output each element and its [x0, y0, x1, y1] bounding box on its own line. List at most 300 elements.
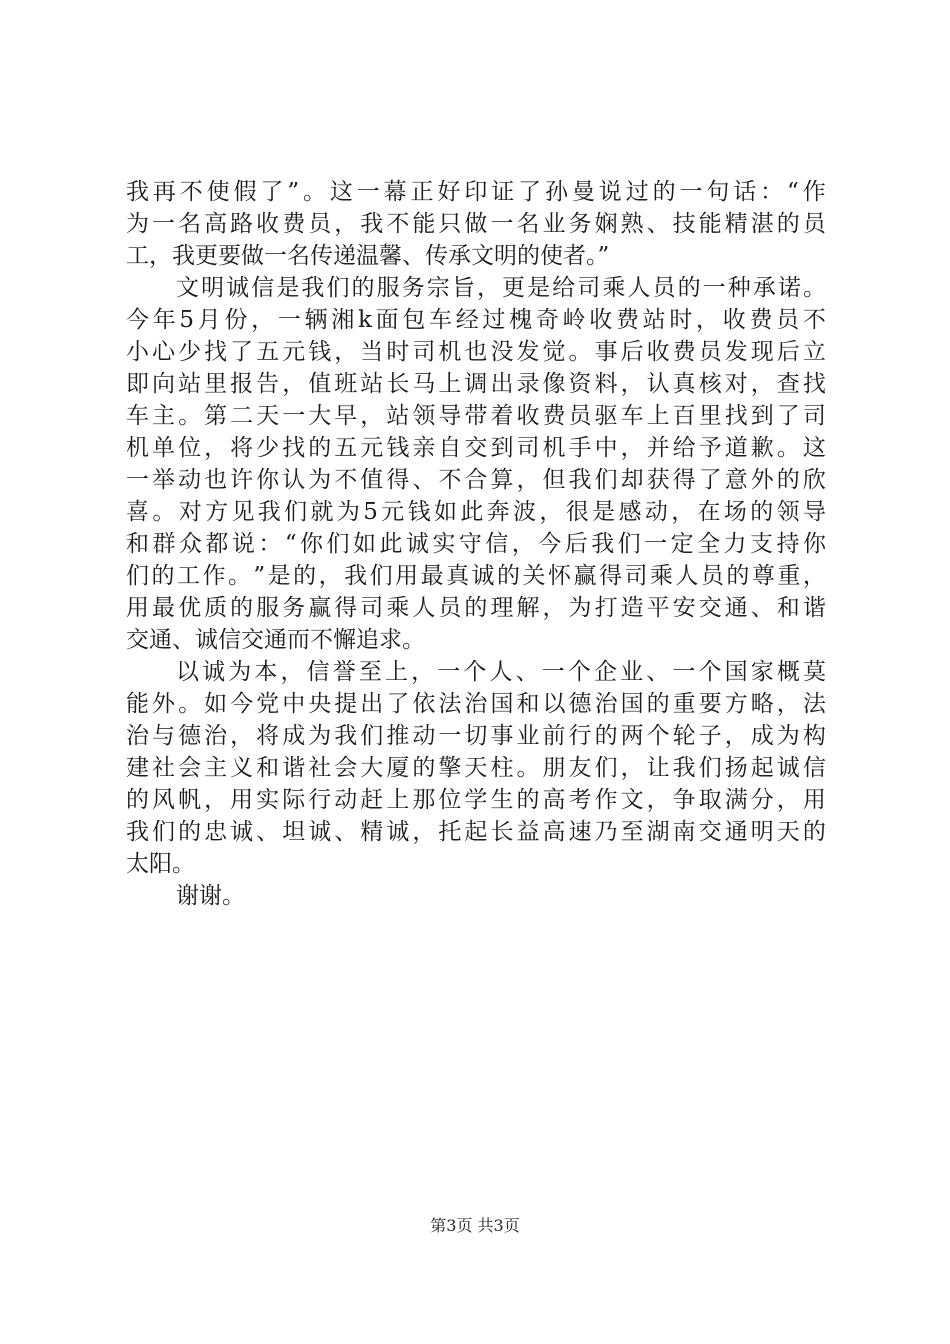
text-char: 经 — [455, 307, 479, 333]
text-char: 欣 — [802, 467, 826, 493]
text-char: 找 — [204, 339, 228, 365]
text-char: 诚 — [776, 755, 800, 781]
text-char: 用 — [230, 787, 254, 813]
text-char: 文 — [176, 275, 199, 301]
text-char: 站 — [386, 403, 410, 429]
text-char: 解 — [516, 595, 540, 621]
text-char: 少 — [178, 339, 202, 365]
text-char: 都 — [205, 531, 229, 557]
text-char: 句 — [706, 179, 730, 205]
text-char: 员 — [438, 595, 462, 621]
text-char: 员 — [698, 339, 722, 365]
text-char: 我 — [360, 211, 384, 237]
text-char: 像 — [542, 371, 566, 397]
text-char: 导 — [438, 403, 462, 429]
text-char: 得 — [598, 563, 622, 589]
text-char: 员 — [776, 307, 800, 333]
text-char: 我 — [301, 275, 325, 301]
text-char: 位 — [178, 435, 202, 461]
text-char: 为 — [776, 723, 800, 749]
text-char: 司 — [412, 339, 436, 365]
text-char: 构 — [802, 723, 826, 749]
text-char: 动 — [644, 499, 668, 525]
text-char: 一 — [672, 659, 696, 685]
text-char: 的 — [802, 819, 826, 845]
text-char: 现 — [750, 339, 774, 365]
text-char: 行 — [568, 723, 592, 749]
text-char: ， — [776, 787, 800, 813]
text-char: 的 — [308, 435, 332, 461]
text-char: 此 — [460, 499, 484, 525]
text-char: 将 — [256, 723, 280, 749]
text-char: 长 — [386, 371, 410, 397]
text-char: 以 — [542, 691, 566, 717]
text-char: 高 — [204, 211, 228, 237]
text-char: 里 — [698, 403, 722, 429]
text-char: 忠 — [204, 819, 228, 845]
text-char: 起 — [750, 755, 774, 781]
text-char: 过 — [625, 179, 649, 205]
text-char: 认 — [646, 371, 670, 397]
text-char: 的 — [677, 275, 701, 301]
text-char: 事 — [594, 339, 618, 365]
text-char: 、 — [646, 659, 670, 685]
text-char: 诚 — [202, 659, 226, 685]
text-char: 们 — [594, 755, 618, 781]
text-char: 让 — [646, 755, 670, 781]
text-char: 和 — [256, 755, 280, 781]
text-char: 钱 — [386, 435, 410, 461]
text-char: 造 — [620, 595, 644, 621]
text-char: 不 — [438, 467, 462, 493]
text-char: 守 — [458, 531, 482, 557]
text-char: 机 — [438, 339, 462, 365]
text-char: 一 — [126, 467, 149, 493]
text-char: 坦 — [282, 819, 306, 845]
text-char: 名 — [178, 211, 202, 237]
text-char: 导 — [802, 499, 826, 525]
text-char: 厦 — [386, 755, 410, 781]
text-char: 出 — [360, 691, 384, 717]
text-char: 益 — [516, 819, 540, 845]
text-char: 谐 — [802, 595, 826, 621]
text-char: 的 — [351, 275, 375, 301]
text-char: 湘 — [331, 307, 355, 333]
text-char: 并 — [646, 435, 670, 461]
text-char: 感 — [618, 499, 642, 525]
text-char: 们 — [594, 467, 618, 493]
text-char: 的 — [646, 691, 670, 717]
text-char: 。 — [776, 435, 800, 461]
text-char: 孙 — [545, 179, 569, 205]
text-char: 再 — [152, 179, 176, 205]
text-char: 了 — [518, 179, 542, 205]
text-char: 柱 — [490, 755, 514, 781]
text-char: ， — [230, 723, 254, 749]
text-char: 莫 — [803, 659, 826, 685]
text-char: 。 — [516, 755, 540, 781]
text-char: 告 — [256, 371, 280, 397]
text-line — [126, 304, 826, 336]
text-char: 但 — [542, 467, 566, 493]
text-char: 一 — [277, 307, 301, 333]
text-char: 那 — [412, 787, 436, 813]
text-char: 高 — [542, 819, 566, 845]
text-char: ， — [511, 531, 535, 557]
text-char: 许 — [230, 467, 254, 493]
text-char: 、 — [412, 467, 436, 493]
text-char: 工 — [176, 563, 200, 589]
text-char: 起 — [464, 819, 488, 845]
text-char: 一 — [438, 723, 462, 749]
text-char: 我 — [591, 531, 615, 557]
text-char: 的 — [293, 563, 317, 589]
text-char: 费 — [749, 307, 773, 333]
text-char: 面 — [375, 307, 399, 333]
text-char: 众 — [178, 531, 202, 557]
text-char: 只 — [438, 211, 462, 237]
text-char: ， — [476, 275, 500, 301]
text-char: 小 — [126, 339, 149, 365]
text-char: 诚 — [386, 819, 410, 845]
text-char: 治 — [464, 691, 488, 717]
text-char: 站 — [360, 371, 384, 397]
text-char: 务 — [568, 211, 592, 237]
text-char: 曼 — [571, 179, 595, 205]
text-char: 全 — [697, 531, 721, 557]
text-char: 第 — [204, 403, 228, 429]
text-char: 你 — [256, 467, 280, 493]
text-line — [126, 560, 826, 592]
text-char: 这 — [329, 179, 353, 205]
text-char: 司 — [624, 563, 648, 589]
text-char: ， — [539, 499, 563, 525]
text-char: 诚 — [471, 563, 495, 589]
text-char: 我 — [568, 467, 592, 493]
text-char: 即 — [126, 371, 149, 397]
text-char: 一 — [152, 211, 176, 237]
text-char: 予 — [698, 435, 722, 461]
text-char: 文 — [620, 787, 644, 813]
text-char: 建 — [126, 755, 149, 781]
text-char: 人 — [412, 595, 436, 621]
text-char: 、 — [750, 595, 774, 621]
text-char: 奇 — [535, 307, 559, 333]
text-char: 们 — [360, 723, 384, 749]
text-char: 主 — [204, 755, 228, 781]
text-char: 托 — [438, 819, 462, 845]
text-char: 业 — [620, 659, 644, 685]
text-char: 能 — [412, 211, 436, 237]
text-line — [126, 368, 826, 400]
text-char: 录 — [516, 371, 540, 397]
text-char: 业 — [542, 211, 566, 237]
text-line — [126, 688, 826, 720]
text-char: 上 — [646, 403, 670, 429]
text-char: 年 — [152, 307, 176, 333]
text-char: 治 — [126, 723, 149, 749]
text-char: 一 — [541, 659, 565, 685]
text-line — [126, 848, 826, 880]
text-char: 了 — [260, 179, 284, 205]
text-char: 前 — [542, 723, 566, 749]
text-char: 的 — [750, 499, 774, 525]
text-char: 和 — [126, 531, 149, 557]
text-char: 精 — [724, 211, 748, 237]
text-char: 过 — [482, 307, 506, 333]
text-char: 时 — [669, 307, 693, 333]
text-char: 调 — [464, 371, 488, 397]
text-char: 方 — [724, 691, 748, 717]
text-char: 理 — [490, 595, 514, 621]
text-char: 料 — [594, 371, 618, 397]
text-char: 风 — [152, 787, 176, 813]
text-char: 也 — [464, 339, 488, 365]
text-char: 到 — [490, 435, 514, 461]
text-char: 、 — [256, 819, 280, 845]
text-char: 钱 — [407, 499, 431, 525]
text-char: 如 — [352, 531, 376, 557]
text-char: 的 — [151, 563, 175, 589]
text-char: 怀 — [548, 563, 571, 589]
text-char: 精 — [360, 819, 384, 845]
text-char: 后 — [776, 339, 800, 365]
text-char: 成 — [282, 723, 306, 749]
text-line — [126, 752, 826, 784]
text-char: ， — [646, 787, 670, 813]
text-char: 重 — [672, 691, 696, 717]
text-char: k — [357, 307, 372, 333]
text-char: 很 — [565, 499, 589, 525]
text-char: 取 — [698, 787, 722, 813]
text-char: 马 — [412, 371, 436, 397]
text-char: 们 — [617, 531, 641, 557]
text-char: 核 — [698, 371, 722, 397]
text-char: 能 — [126, 691, 149, 717]
text-char: 最 — [420, 563, 444, 589]
text-char: 幕 — [383, 179, 407, 205]
text-char: 立 — [802, 339, 826, 365]
text-char: 平 — [646, 595, 670, 621]
text-char: 优 — [178, 595, 202, 621]
text-char: 此 — [379, 531, 403, 557]
text-char: 车 — [126, 403, 149, 429]
text-char: 家 — [750, 659, 774, 685]
text-char: 方 — [205, 499, 229, 525]
text-char: 支 — [750, 531, 774, 557]
text-char: 的 — [776, 467, 800, 493]
text-char: 娴 — [594, 211, 618, 237]
text-line — [126, 240, 826, 272]
text-char: 推 — [386, 723, 410, 749]
text-char: 旨 — [451, 275, 475, 301]
text-char: 将 — [230, 435, 254, 461]
text-char: ， — [620, 435, 644, 461]
text-char: 的 — [594, 723, 618, 749]
text-char: 们 — [284, 499, 308, 525]
text-char: 治 — [204, 723, 228, 749]
text-char: 概 — [776, 659, 800, 685]
text-char: 费 — [282, 211, 306, 237]
text-char: 速 — [568, 819, 592, 845]
text-line — [126, 720, 826, 752]
text-line — [126, 176, 826, 208]
text-char: 觉 — [542, 339, 566, 365]
text-char: 誉 — [332, 659, 356, 685]
text-char: 至 — [358, 659, 382, 685]
text-char: 会 — [334, 755, 358, 781]
text-char: 中 — [594, 435, 618, 461]
text-char: 获 — [646, 467, 670, 493]
text-char: 好 — [437, 179, 461, 205]
text-char: 员 — [802, 211, 826, 237]
text-char: 的 — [652, 179, 676, 205]
text-line-content: 交通、诚信交通而不懈追求。 — [126, 627, 425, 653]
text-char: 们 — [326, 275, 350, 301]
text-char: 不 — [334, 467, 358, 493]
text-char: 国 — [490, 691, 514, 717]
text-char: 印 — [464, 179, 488, 205]
text-char: 见 — [231, 499, 255, 525]
text-char: 为 — [308, 723, 332, 749]
text-char: 人 — [627, 275, 651, 301]
text-char: 天 — [256, 403, 280, 429]
text-char: 带 — [464, 403, 488, 429]
text-char: 你 — [802, 531, 826, 557]
text-char: 们 — [126, 563, 149, 589]
text-char: 信 — [251, 275, 275, 301]
text-char: 找 — [282, 435, 306, 461]
text-char: 的 — [178, 819, 202, 845]
text-char: 用 — [802, 787, 826, 813]
text-char: ， — [620, 371, 644, 397]
text-char: 信 — [306, 659, 330, 685]
text-char: 我 — [257, 499, 281, 525]
text-char: 。 — [802, 275, 826, 301]
text-char: 大 — [360, 755, 384, 781]
text-char: 朋 — [542, 755, 566, 781]
text-char: 考 — [568, 787, 592, 813]
text-char: 两 — [620, 723, 644, 749]
text-char: 、 — [515, 659, 539, 685]
text-char: 是 — [592, 499, 616, 525]
text-char: 我 — [126, 179, 149, 205]
text-char: 赢 — [308, 595, 332, 621]
text-char: 机 — [542, 435, 566, 461]
text-char: 算 — [490, 467, 514, 493]
text-char: 领 — [412, 403, 436, 429]
text-char: ， — [724, 723, 748, 749]
text-char: 本 — [254, 659, 278, 685]
text-char: 着 — [490, 403, 514, 429]
text-char: 交 — [698, 819, 722, 845]
text-char: 得 — [672, 467, 696, 493]
text-char: 高 — [542, 787, 566, 813]
text-char: 五 — [334, 435, 358, 461]
text-char: 重 — [777, 563, 801, 589]
text-char: 自 — [438, 435, 462, 461]
text-char: 一 — [702, 275, 726, 301]
text-char: 查 — [776, 371, 800, 397]
text-char: 我 — [672, 755, 696, 781]
text-char: 的 — [776, 211, 800, 237]
text-char: 轮 — [672, 723, 696, 749]
text-char: 信 — [802, 755, 826, 781]
text-char: 钱 — [308, 339, 332, 365]
text-line — [126, 400, 826, 432]
text-char: 个 — [463, 659, 487, 685]
text-char: 打 — [594, 595, 618, 621]
text-char: ， — [360, 403, 384, 429]
text-char: 会 — [178, 755, 202, 781]
text-line — [126, 496, 826, 528]
text-char: 谐 — [282, 755, 306, 781]
text-char: 际 — [282, 787, 306, 813]
text-line — [126, 624, 826, 656]
text-char: 动 — [412, 723, 436, 749]
text-char: 通 — [724, 595, 748, 621]
text-char: 务 — [401, 275, 425, 301]
text-char: 切 — [464, 723, 488, 749]
text-char: 的 — [230, 595, 254, 621]
text-char: 大 — [308, 403, 332, 429]
text-char: 向 — [152, 371, 176, 397]
text-char: 5 — [363, 499, 378, 525]
text-char: 企 — [594, 659, 617, 685]
text-char: ， — [204, 435, 228, 461]
text-char: 使 — [206, 179, 230, 205]
text-char: 没 — [490, 339, 514, 365]
text-char: 子 — [698, 723, 722, 749]
text-char: 分 — [750, 787, 774, 813]
text-char: 收 — [722, 307, 746, 333]
text-char: 说 — [598, 179, 622, 205]
text-char: 一 — [356, 179, 380, 205]
text-char: 作 — [802, 179, 826, 205]
text-char: 一 — [644, 531, 668, 557]
text-char: 的 — [464, 595, 488, 621]
text-char: 最 — [152, 595, 176, 621]
text-char: 天 — [776, 819, 800, 845]
text-char: 德 — [568, 691, 592, 717]
text-line — [126, 528, 826, 560]
text-char: 元 — [360, 435, 384, 461]
text-char: 费 — [542, 403, 566, 429]
text-char: 党 — [256, 691, 280, 717]
text-char: 质 — [204, 595, 228, 621]
text-char: 更 — [502, 275, 526, 301]
text-char: 亲 — [412, 435, 436, 461]
text-char: ， — [671, 499, 695, 525]
document-body — [126, 176, 826, 912]
text-char: ： — [760, 179, 784, 205]
text-char: 业 — [516, 723, 540, 749]
text-char: 依 — [412, 691, 436, 717]
text-char: 给 — [552, 275, 576, 301]
text-char: 场 — [723, 499, 747, 525]
text-char: 赢 — [573, 563, 597, 589]
text-char: 说 — [231, 531, 255, 557]
text-line — [126, 816, 826, 848]
text-char: 信 — [485, 531, 509, 557]
text-char: 了 — [386, 691, 410, 717]
text-char: 包 — [402, 307, 426, 333]
text-char: ” — [287, 179, 300, 205]
text-char: 社 — [308, 755, 332, 781]
text-char: 外 — [750, 467, 774, 493]
text-char: ， — [696, 307, 720, 333]
text-char: 诚 — [226, 275, 250, 301]
